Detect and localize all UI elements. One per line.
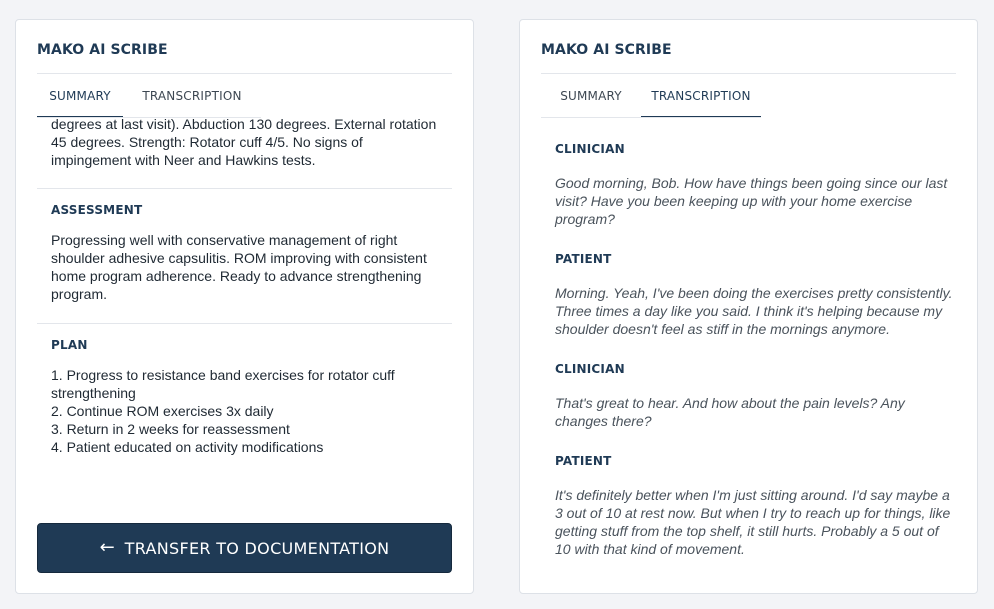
- transcript-entry: [555, 454, 953, 558]
- transcription-panel: [519, 19, 978, 594]
- tab-summary[interactable]: SUMMARY: [560, 89, 622, 103]
- speaker-label: PATIENT: [555, 454, 612, 468]
- speaker-label: PATIENT: [555, 252, 612, 266]
- divider: [37, 188, 452, 189]
- summary-content[interactable]: [37, 118, 452, 500]
- panel-title: MAKO AI SCRIBE: [37, 42, 168, 58]
- transcript-list[interactable]: [555, 142, 953, 558]
- utterance-text: That's great to hear. And how about the pain levels? Any changes there?: [555, 395, 905, 429]
- transcript-entry: [555, 362, 953, 430]
- tab-transcription[interactable]: TRANSCRIPTION: [142, 89, 242, 103]
- transcript-entry: [555, 142, 953, 228]
- assessment-section: [37, 203, 452, 303]
- transfer-button-label: TRANSFER TO DOCUMENTATION: [124, 538, 390, 558]
- plan-section: [37, 338, 452, 456]
- panel-title: MAKO AI SCRIBE: [541, 42, 672, 58]
- utterance-text: It's definitely better when I'm just sitting around. I'd say maybe a 3 out of 10 at rest now. But when I try to reach up for things, like getting stuff from the top shelf, it still hurts. Probably a 5 out of 10 with that kind of movement.: [555, 487, 951, 557]
- tab-bar: [541, 74, 761, 118]
- speaker-label: CLINICIAN: [555, 362, 625, 376]
- plan-heading: PLAN: [51, 338, 88, 352]
- tab-bar: [37, 74, 261, 118]
- utterance-text: Good morning, Bob. How have things been going since our last visit? Have you been keeping up with your home exercise program?: [555, 175, 948, 227]
- arrow-left-icon: ←: [99, 537, 115, 558]
- tab-transcription[interactable]: TRANSCRIPTION: [641, 74, 761, 118]
- utterance-text: Morning. Yeah, I've been doing the exercises pretty consistently. Three times a day like you said. I think it's helping because my shoulder doesn't feel as stiff in the mornings anymore.: [555, 285, 953, 337]
- objective-text: degrees at last visit). Abduction 130 degrees. External rotation 45 degrees. Strength: Rotator cuff 4/5. No signs of impingement with Neer and Hawkins tests.: [51, 118, 437, 168]
- transcript-entry: [555, 252, 953, 338]
- summary-panel: [15, 19, 474, 594]
- assessment-text: Progressing well with conservative management of right shoulder adhesive capsulitis. ROM improving with consistent home program adherence. Ready to advance strengthening program.: [51, 232, 427, 302]
- divider: [37, 323, 452, 324]
- plan-text: 1. Progress to resistance band exercises for rotator cuff strengthening 2. Continue ROM exercises 3x daily 3. Return in 2 weeks for reassessment 4. Patient educated on activity modifications: [51, 367, 395, 455]
- tab-summary[interactable]: SUMMARY: [37, 74, 123, 118]
- objective-section: [37, 118, 452, 169]
- tabs-underline: [541, 117, 761, 118]
- assessment-heading: ASSESSMENT: [51, 203, 143, 217]
- speaker-label: CLINICIAN: [555, 142, 625, 156]
- transfer-to-documentation-button[interactable]: [37, 523, 452, 573]
